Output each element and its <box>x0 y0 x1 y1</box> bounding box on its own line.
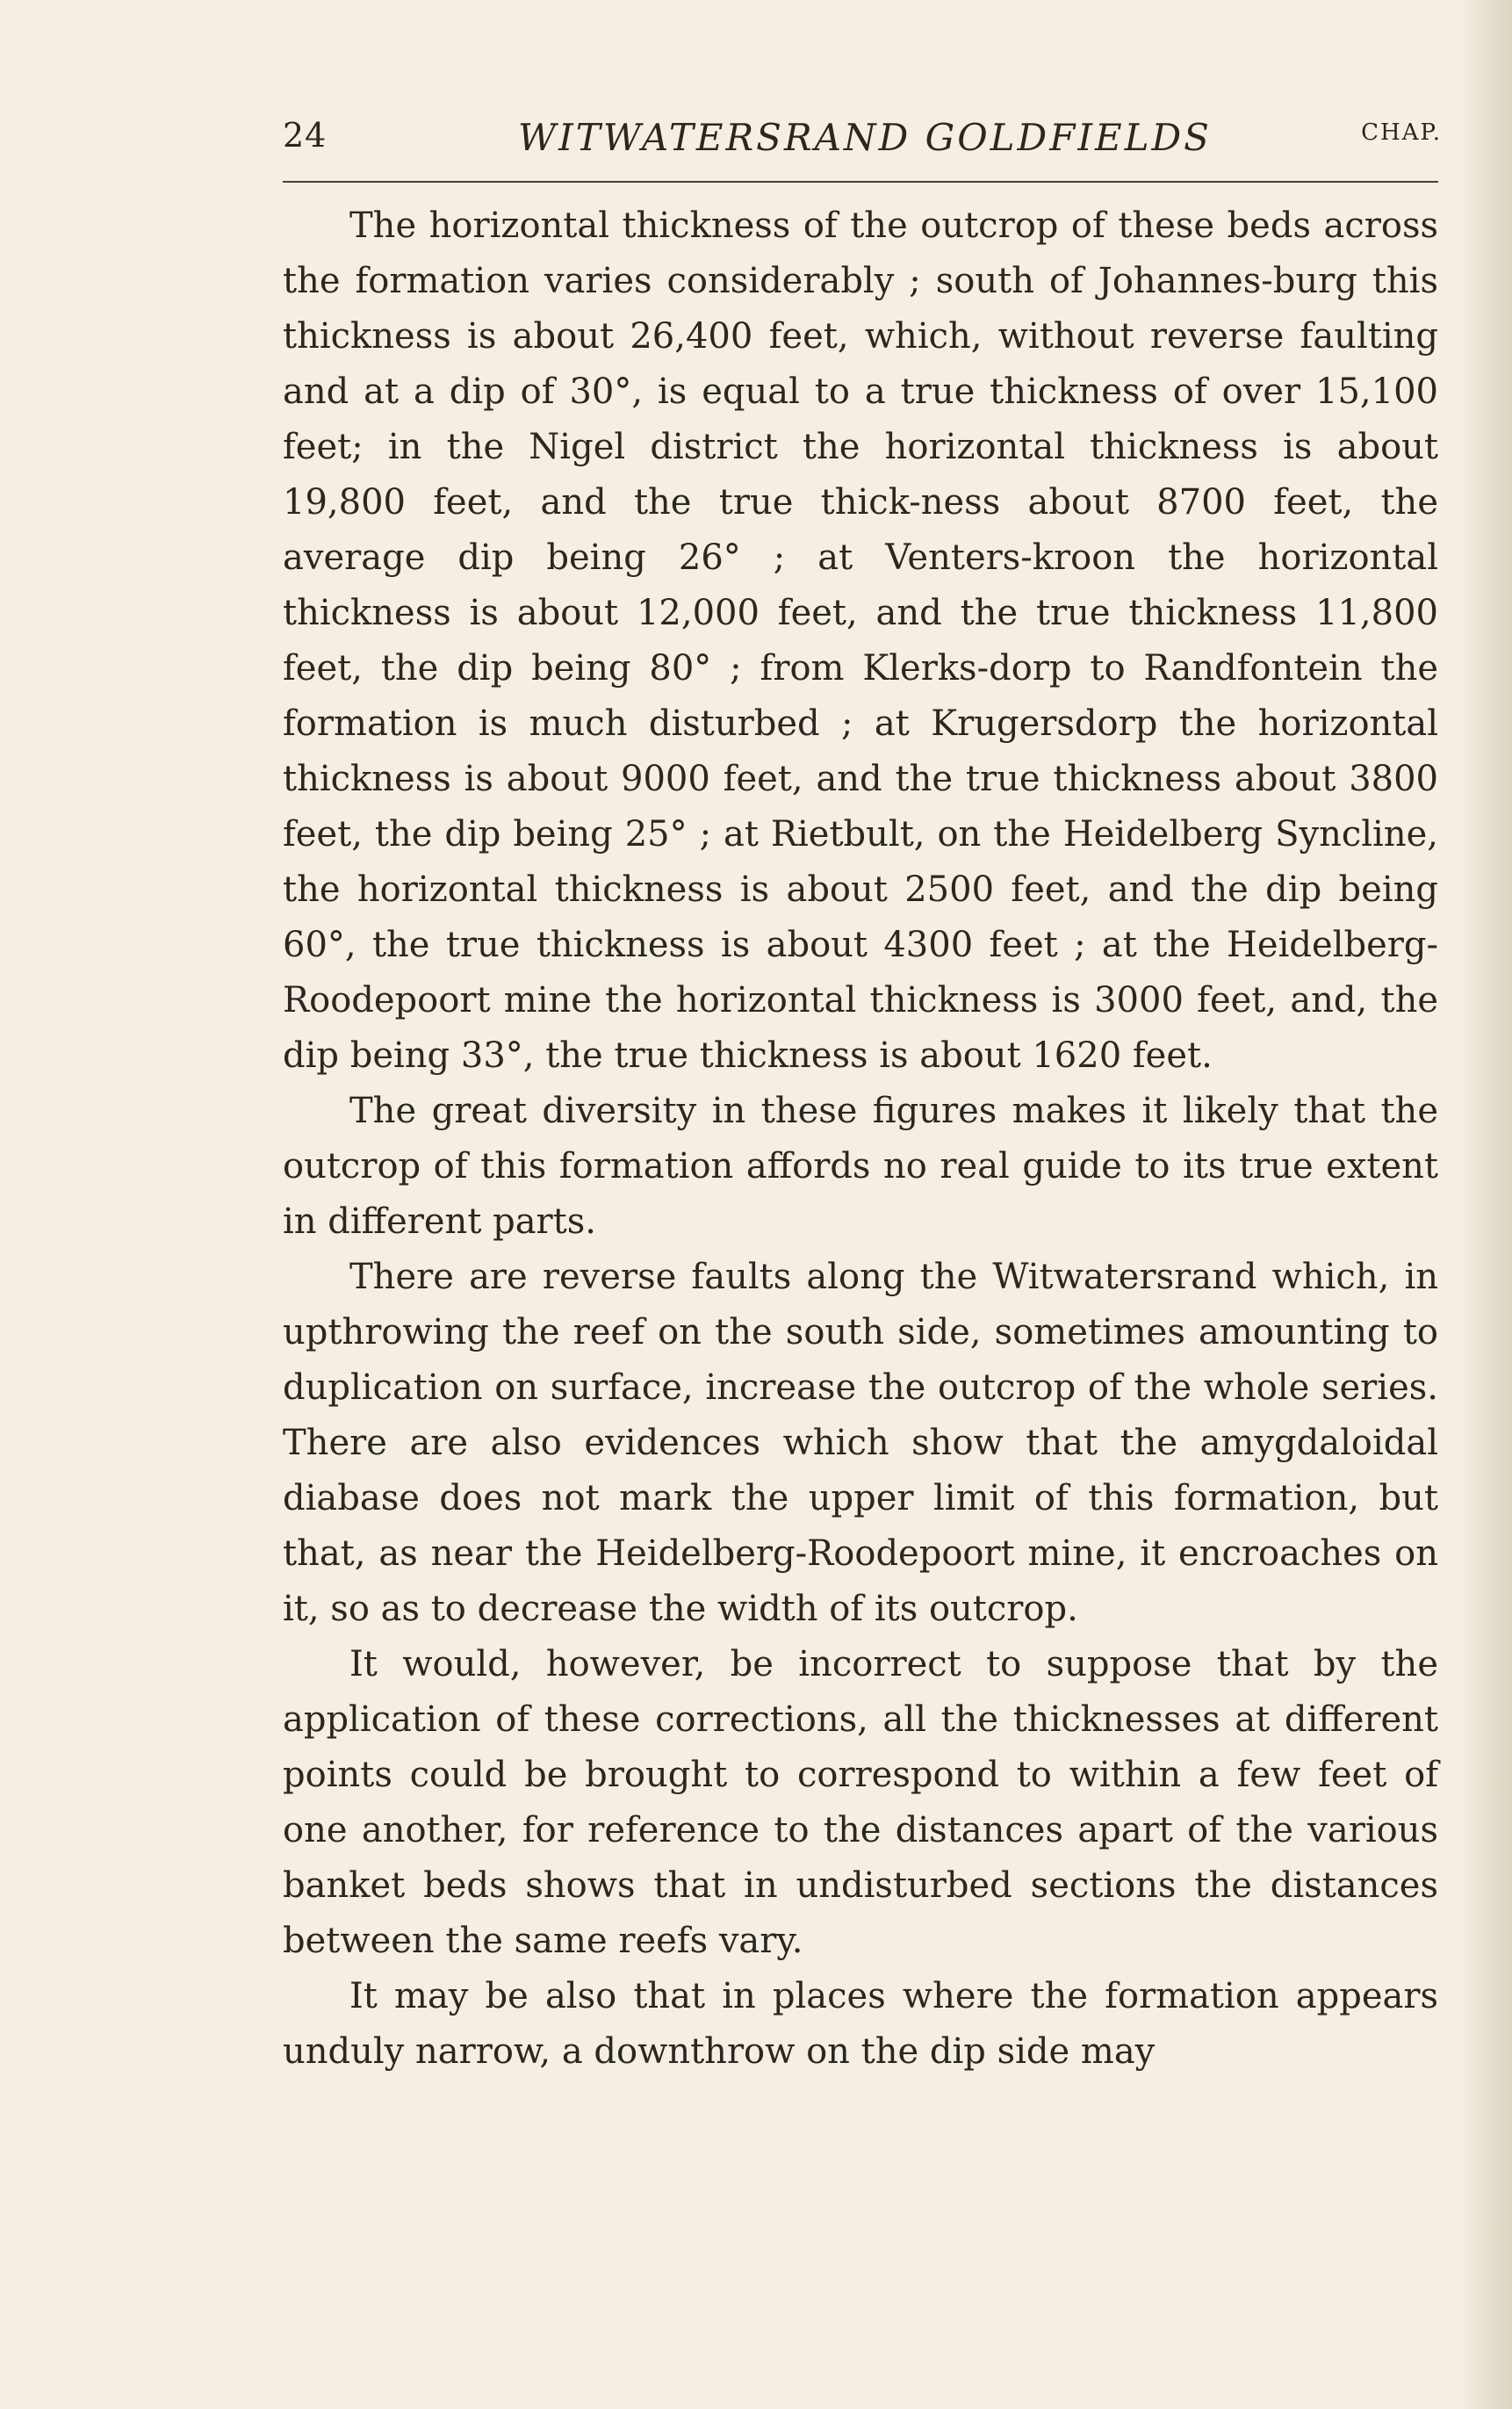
paragraph: The great diversity in these figures makes it likely that the outcrop of this formation affords no real guide to its true extent in different parts. <box>283 1091 1438 1242</box>
paragraph: There are reverse faults along the Witwatersrand which, in upthrowing the reef on the south side, sometimes amounting to duplication on surface, increase the outcrop of the whole series. There are also evidences which show that the amygdaloidal diabase does not mark the upper limit of this formation, but that, as near the Heidelberg-Roodepoort mine, it encroaches on it, so as to decrease the width of its outcrop. <box>283 1257 1438 1629</box>
body-text <box>283 198 1438 2080</box>
paragraph: It would, however, be incorrect to suppose that by the application of these corrections, all the thicknesses at different points could be brought to correspond to within a few feet of one another, for reference to the distances apart of the various banket beds shows that in undisturbed sections the distances between the same reefs vary. <box>283 1644 1438 1961</box>
header-rule <box>283 181 1438 183</box>
running-header <box>283 116 1442 169</box>
running-title: WITWATERSRAND GOLDFIELDS <box>518 116 1212 159</box>
page-number: 24 <box>283 116 328 155</box>
paragraph: The horizontal thickness of the outcrop of these beds across the formation varies considerably ; south of Johannes-burg this thickness is about 26,400 feet, which, without reverse faulting and at a dip of 30°, is equal to a true thickness of over 15,100 feet; in the Nigel district the horizontal thickness is about 19,800 feet, and the true thick-ness about 8700 feet, the average dip being 26° ; at Venters-kroon the horizontal thickness is about 12,000 feet, and the true thickness 11,800 feet, the dip being 80° ; from Klerks-dorp to Randfontein the formation is much disturbed ; at Krugersdorp the horizontal thickness is about 9000 feet, and the true thickness about 3800 feet, the dip being 25° ; at Rietbult, on the Heidelberg Syncline, the horizontal thickness is about 2500 feet, and the dip being 60°, the true thickness is about 4300 feet ; at the Heidelberg-Roodepoort mine the horizontal thickness is 3000 feet, and, the dip being 33°, the true thickness is about 1620 feet. <box>283 206 1438 1076</box>
chapter-label: CHAP. <box>1361 119 1442 146</box>
page-edge-shadow <box>1459 0 1512 2409</box>
paragraph: It may be also that in places where the formation appears unduly narrow, a downthrow on the dip side may <box>283 1976 1438 2072</box>
